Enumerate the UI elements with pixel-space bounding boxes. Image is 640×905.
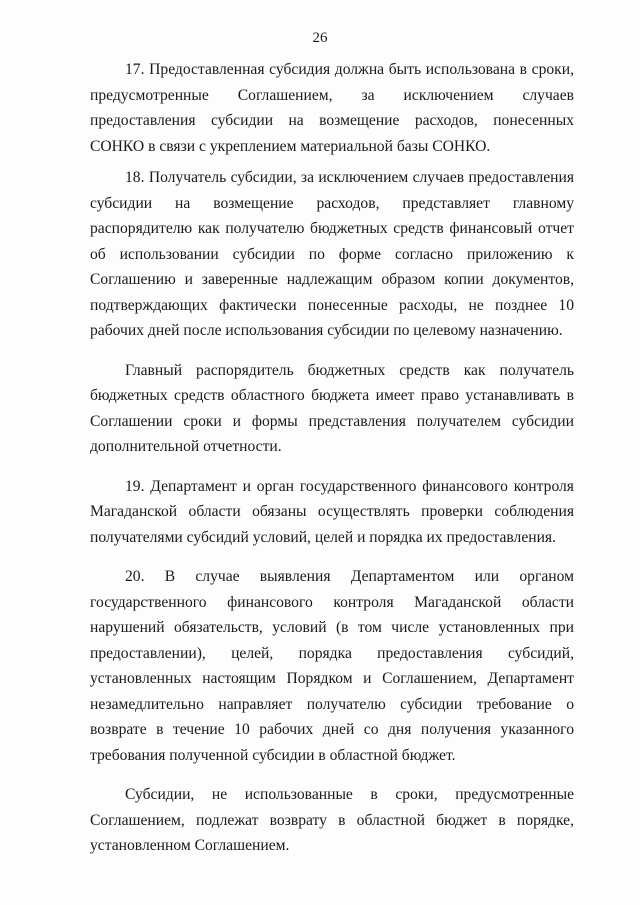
paragraph-18: 18. Получатель субсидии, за исключением случаев предоставления субсидии на возмещение расходов, представляет главному распорядителю как получателю бюджетных средств финансовый отчет об использовании субсидии по форме согласно приложению к Соглашению и заверенные надлежащим образом копии документов, подтверждающих фактически понесенные расходы, не позднее 10 рабочих дней после использования субсидии по целевому назначению. [90, 169, 574, 339]
document-body [90, 57, 574, 865]
paragraph-unused-subsidies: Субсидии, не использованные в сроки, предусмотренные Соглашением, подлежат возврату в областной бюджет в порядке, установленном Соглашением. [90, 786, 574, 854]
paragraph-19: 19. Департамент и орган государственного финансового контроля Магаданской области обязаны осуществлять проверки соблюдения получателями субсидий условий, целей и порядка их предоставления. [90, 477, 574, 546]
paragraph-main-distributor: Главный распорядитель бюджетных средств как получатель бюджетных средств областного бюджета имеет право устанавливать в Соглашении сроки и формы представления получателем субсидии дополнительной отчетности. [90, 361, 574, 455]
paragraph-17: 17. Предоставленная субсидия должна быть использована в сроки, предусмотренные Соглашением, за исключением случаев предоставления субсидии на возмещение расходов, понесенных СОНКО в связи с укреплением материальной базы СОНКО. [90, 61, 574, 155]
paragraph-20: 20. В случае выявления Департаментом или органом государственного финансового контроля Магаданской области нарушений обязательств, условий (в том числе установленных при предоставлении), целей, порядка предоставления субсидий, установленных настоящим Порядком и Соглашением, Департамент незамедлительно направляет получателю субсидии требование о возврате в течение 10 рабочих дней со дня получения указанного требования полученной субсидии в областной бюджет. [90, 568, 574, 764]
page-number: 26 [312, 30, 328, 46]
